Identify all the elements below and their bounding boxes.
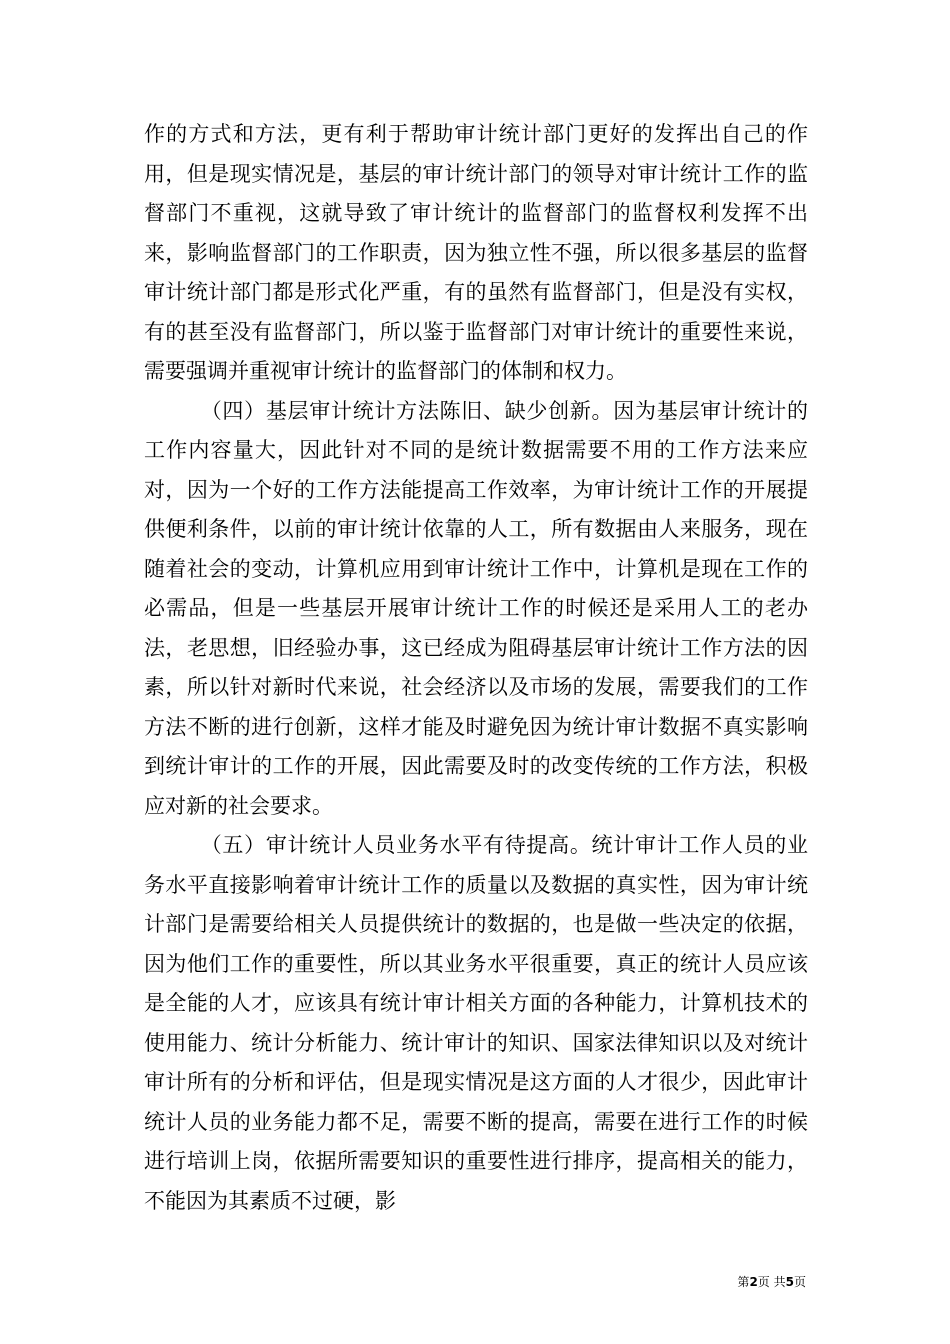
footer-middle: 页 共 [757,1275,786,1289]
footer-prefix: 第 [737,1275,750,1289]
paragraph-section-four: （四）基层审计统计方法陈旧、缺少创新。因为基层审计统计的工作内容量大，因此针对不同的是统计数据需要不用的工作方法来应对，因为一个好的工作方法能提高工作效率，为审计统计工作的开展提供便利条件，以前的审计统计依靠的人工，所有数据由人来服务，现在随着社会的变动，计算机应用到审计统计工作中，计算机是现在工作的必需品，但是一些基层开展审计统计工作的时候还是采用人工的老办法，老思想，旧经验办事，这已经成为阻碍基层审计统计工作方法的因素，所以针对新时代来说，社会经济以及市场的发展，需要我们的工作方法不断的进行创新，这样才能及时避免因为统计审计数据不真实影响到统计审计的工作的开展，因此需要及时的改变传统的工作方法，积极应对新的社会要求。 [144,398,808,818]
document-body [144,115,808,1221]
paragraph-section-five: （五）审计统计人员业务水平有待提高。统计审计工作人员的业务水平直接影响着审计统计工作的质量以及数据的真实性，因为审计统计部门是需要给相关人员提供统计的数据的，也是做一些决定的依据，因为他们工作的重要性，所以其业务水平很重要，真正的统计人员应该是全能的人才，应该具有统计审计相关方面的各种能力，计算机技术的使用能力、统计分析能力、统计审计的知识、国家法律知识以及对统计审计所有的分析和评估，但是现实情况是这方面的人才很少，因此审计统计人员的业务能力都不足，需要不断的提高，需要在进行工作的时候进行培训上岗，依据所需要知识的重要性进行排序，提高相关的能力，不能因为其素质不过硬，影 [144,833,808,1213]
footer-total-pages: 5 [785,1275,794,1289]
page-number-footer [737,1273,806,1290]
paragraph-continuation: 作的方式和方法，更有利于帮助审计统计部门更好的发挥出自己的作用，但是现实情况是，基层的审计统计部门的领导对审计统计工作的监督部门不重视，这就导致了审计统计的监督部门的监督权利发挥不出来，影响监督部门的工作职责，因为独立性不强，所以很多基层的监督审计统计部门都是形式化严重，有的虽然有监督部门，但是没有实权，有的甚至没有监督部门，所以鉴于监督部门对审计统计的重要性来说，需要强调并重视审计统计的监督部门的体制和权力。 [144,122,808,383]
footer-suffix: 页 [793,1275,806,1289]
footer-current-page: 2 [749,1275,758,1289]
